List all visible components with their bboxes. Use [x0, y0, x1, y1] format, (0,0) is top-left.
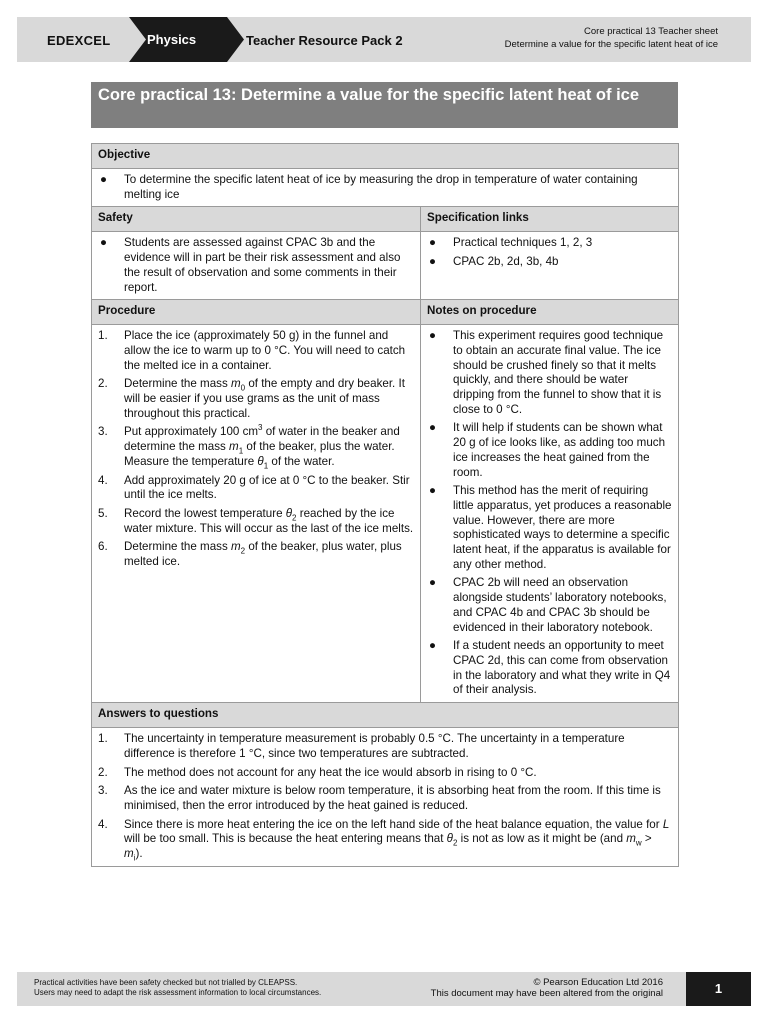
note-item: ● This experiment requires good technique to obtain an accurate final value. The ice should be crushed finely so that it melts quickly, and there should be water dripping from the funnel to show that it is close to 0 °C. — [429, 329, 664, 416]
procedure-heading: Procedure — [92, 300, 421, 325]
note-item: ● CPAC 2b will need an observation alongside students’ laboratory notebooks, and CPAC 4b and CPAC 3b should be evidenced in their laboratory notebook. — [429, 576, 667, 634]
bullet: ● — [429, 484, 437, 498]
procedure-step: 1. Place the ice (approximately 50 g) in the funnel and allow the ice to warm up to 0 °C. You will need to catch the melted ice in a container. — [98, 329, 406, 372]
procedure-step: 4. Add approximately 20 g of ice at 0 °C to the beaker. Stir until the ice melts. — [98, 473, 410, 502]
cleapss-note: Practical activities have been safety checked but not trialled by CLEAPSS. Users may need to adapt the risk assessment information to local circumstances. — [34, 978, 322, 997]
objective-body — [92, 169, 679, 207]
spec-links-heading: Specification links — [421, 207, 679, 232]
bullet: ● — [100, 236, 108, 250]
page-footer — [17, 972, 751, 1006]
answer-item: 2. The method does not account for any heat the ice would absorb in rising to 0 °C. — [98, 765, 537, 779]
answers-body — [92, 728, 679, 867]
sheet-info — [505, 25, 718, 51]
bullet: ● — [429, 255, 437, 269]
bullet: ● — [100, 173, 108, 186]
bullet: ● — [429, 236, 437, 250]
pack-label: Teacher Resource Pack 2 — [246, 33, 403, 48]
page-title: Core practical 13: Determine a value for the specific latent heat of ice — [91, 82, 678, 128]
sheet-type: Core practical 13 Teacher sheet — [584, 26, 718, 37]
list-item: ● Practical techniques 1, 2, 3 — [429, 236, 593, 250]
procedure-step: 5. Record the lowest temperature $\theta_2$ reached by the ice water mixture. This will occur as the last of the ice melts. — [98, 506, 414, 535]
procedure-step: 3. Put approximately 100 $cm^3$ of water in the beaker and determine the mass $m_1$ of the beaker, plus the water. Measure the temperature $\theta_1$ of the water. — [98, 423, 400, 471]
procedure-step: 2. Determine the mass $m_0$ of the empty and dry beaker. It will be easier if you use grams as the unit of mass throughout this practical. — [98, 377, 405, 420]
bullet: ● — [429, 421, 437, 435]
page-header — [17, 17, 751, 62]
notes-heading: Notes on procedure — [421, 300, 679, 325]
page-number: 1 — [686, 972, 751, 1006]
bullet: ● — [429, 576, 437, 590]
note-item: ● It will help if students can be shown what 20 g of ice looks like, as adding too much ice increases the heat gained from the room. — [429, 421, 666, 479]
subject-tab — [129, 17, 244, 62]
list-item: ● To determine the specific latent heat of ice by measuring the drop in temperature of water containing melting ice — [100, 173, 638, 201]
safety-heading: Safety — [92, 207, 421, 232]
bullet: ● — [429, 639, 437, 653]
sheet-subtitle: Determine a value for the specific latent heat of ice — [504, 39, 718, 50]
list-item: ● Students are assessed against CPAC 3b and the evidence will in part be their risk assessment and also the result of observation and some comments in their report. — [100, 236, 401, 294]
procedure-body — [92, 325, 421, 703]
objective-heading: Objective — [92, 144, 679, 169]
note-item: ● This method has the merit of requiring little apparatus, yet produces a reasonable value. However, there are more sophisticated ways to determine a specific latent heat, if the apparatus is available for any other method. — [429, 484, 672, 571]
safety-body — [92, 232, 421, 300]
subject-label: Physics — [147, 32, 197, 47]
copyright-note: © Pearson Education Ltd 2016 This document may have been altered from the original — [430, 977, 663, 999]
procedure-step: 6. Determine the mass $m_2$ of the beaker, plus water, plus melted ice. — [98, 540, 402, 569]
answer-item: 1. The uncertainty in temperature measurement is probably 0.5 °C. The uncertainty in a temperature difference is therefore 1 °C, since two temperatures are subtracted. — [98, 732, 625, 760]
spec-links-body — [421, 232, 679, 300]
answer-item: 3. As the ice and water mixture is below room temperature, it is absorbing heat from the room. If this time is minimised, then the error introduced by the heat gained is reduced. — [98, 784, 661, 812]
notes-body — [421, 325, 679, 703]
answers-heading: Answers to questions — [92, 703, 679, 728]
list-item: ● CPAC 2b, 2d, 3b, 4b — [429, 255, 559, 269]
practical-table — [91, 143, 679, 867]
answer-item: 4. Since there is more heat entering the ice on the left hand side of the heat balance equation, the value for L will be too small. This is because the heat entering means that $\theta_2$ is not as low as it might be (and $m_w > m_i$). — [98, 817, 670, 863]
bullet: ● — [429, 329, 437, 343]
board-label: EDEXCEL — [47, 33, 111, 48]
note-item: ● If a student needs an opportunity to meet CPAC 2d, this can come from observation in the laboratory and what they write in Q4 of their analysis. — [429, 639, 671, 697]
